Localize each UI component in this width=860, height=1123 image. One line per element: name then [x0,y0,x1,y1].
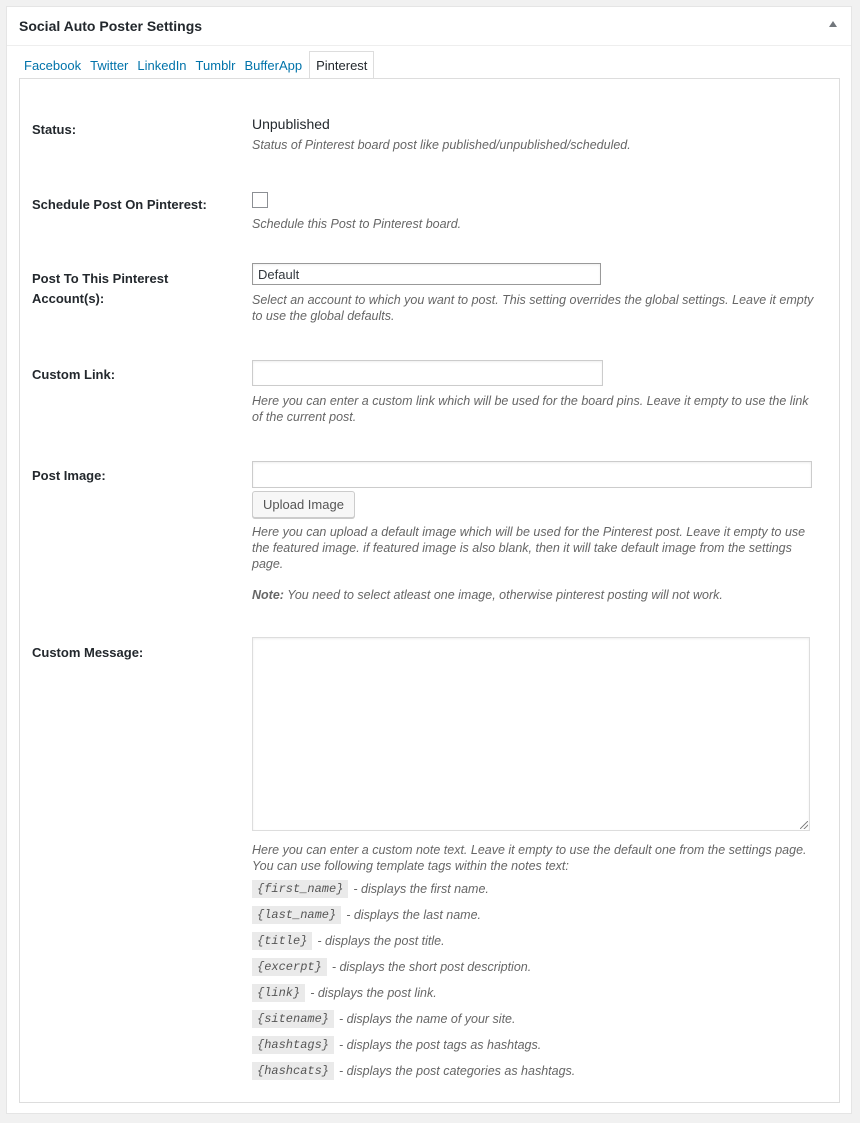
template-tag: {hashcats} [252,1062,334,1080]
metabox-title: Social Auto Poster Settings [19,18,203,34]
account-field [252,263,813,324]
template-tag: {first_name} [252,880,348,898]
template-tag-row [252,876,810,902]
template-tags-list [252,876,810,1084]
template-tag: {link} [252,984,305,1002]
tab-facebook[interactable]: Facebook [24,58,82,73]
custom-message-textarea[interactable] [252,637,810,831]
template-tag: {hashtags} [252,1036,334,1054]
template-tag-row [252,902,810,928]
account-description [252,292,813,324]
schedule-checkbox[interactable] [252,192,268,208]
note-label: Note: [252,588,284,602]
custom-link-label: Custom Link: [32,367,116,382]
template-tag-row [252,1032,810,1058]
template-tag-description: - displays the first name. [353,882,489,896]
template-tag-description: - displays the last name. [346,908,482,922]
template-tag-row [252,980,810,1006]
tab-pinterest[interactable]: Pinterest [309,51,374,79]
account-label-line2: Account(s): [32,291,105,306]
resize-grip-icon[interactable] [800,821,808,829]
template-tag: {excerpt} [252,958,327,976]
post-image-url-input[interactable] [252,461,812,488]
template-tag-description: - displays the post title. [317,934,445,948]
template-tag-row [252,1058,810,1084]
template-tag: {sitename} [252,1010,334,1028]
template-tag-description: - displays the post link. [310,986,437,1000]
settings-metabox [6,6,852,1114]
post-image-description-line2: the featured image. if featured image is also blank, then it will take default image from the settings [252,541,792,555]
custom-message-description-line2: You can use following template tags within the notes text: [252,859,569,873]
template-tag-row [252,954,810,980]
custom-link-input[interactable] [252,360,603,386]
note-text: You need to select atleast one image, otherwise pinterest posting will not work. [283,588,723,602]
account-description-line2: to use the global defaults. [252,309,395,323]
custom-message-description [252,842,810,874]
status-description: Status of Pinterest board post like published/unpublished/scheduled. [252,138,631,152]
post-image-description [252,524,812,572]
account-label-line1: Post To This Pinterest [32,271,169,286]
template-tag: {title} [252,932,312,950]
tab-tumblr[interactable]: Tumblr [195,58,236,73]
custom-message-description-line1: Here you can enter a custom note text. Leave it empty to use the default one from the settings page. [252,843,807,857]
template-tag-description: - displays the post tags as hashtags. [339,1038,542,1052]
post-image-note [252,587,812,603]
template-tag-row [252,1006,810,1032]
collapse-arrow-icon[interactable] [829,21,837,27]
post-image-field [252,461,812,603]
tab-linkedin[interactable]: LinkedIn [137,58,187,73]
upload-image-button[interactable]: Upload Image [252,491,355,518]
account-description-line1: Select an account to which you want to post. This setting overrides the global settings. Leave it empty [252,293,814,307]
tab-twitter[interactable]: Twitter [90,58,129,73]
schedule-label: Schedule Post On Pinterest: [32,197,207,212]
custom-link-description-line1: Here you can enter a custom link which will be used for the board pins. Leave it empty to use the link [252,394,809,408]
schedule-field [252,192,461,232]
custom-link-description [252,393,809,425]
tab-bufferapp[interactable]: BufferApp [244,58,303,73]
status-label: Status: [32,122,77,137]
custom-link-field [252,360,809,425]
template-tag-row [252,928,810,954]
template-tag-description: - displays the short post description. [331,960,532,974]
template-tag-description: - displays the name of your site. [339,1012,516,1026]
metabox-header [7,7,851,46]
custom-link-description-line2: of the current post. [252,410,357,424]
account-select[interactable] [252,263,601,285]
post-image-label: Post Image: [32,468,106,483]
pinterest-settings-panel [19,78,840,1103]
template-tag-description: - displays the post categories as hashtags. [339,1064,576,1078]
schedule-description: Schedule this Post to Pinterest board. [252,217,462,231]
post-image-description-line1: Here you can upload a default image which will be used for the Pinterest post. Leave it empty to use [252,525,806,539]
account-label [32,269,168,309]
network-tabs [19,52,374,78]
status-value: Unpublished [252,116,330,132]
status-field [252,116,631,153]
custom-message-label: Custom Message: [32,645,144,660]
post-image-description-line3: page. [252,557,284,571]
custom-message-field [252,637,810,1084]
template-tag: {last_name} [252,906,341,924]
